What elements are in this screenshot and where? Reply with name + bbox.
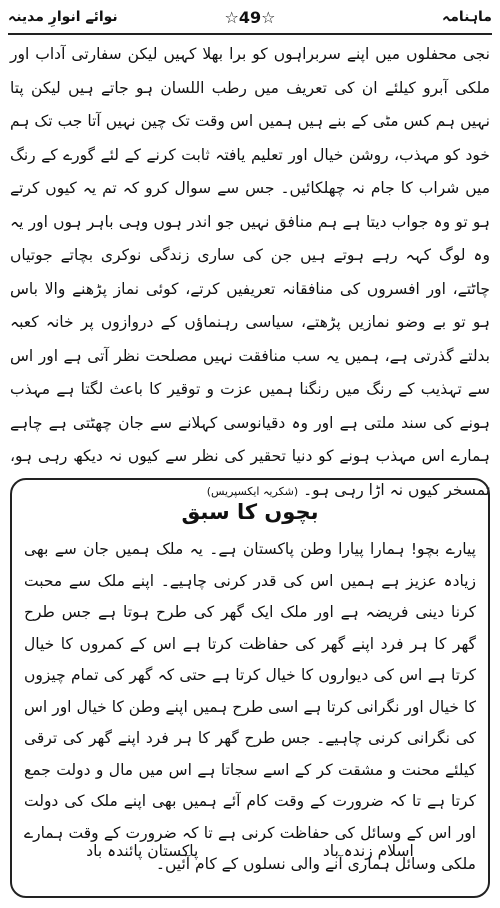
page-number: ☆49☆ (224, 7, 276, 27)
lesson-body: پیارے بچو! ہمارا پیارا وطن پاکستان ہے۔ یہ ملک ہمیں جان سے بھی زیادہ عزیز ہے ہمیں اس کی قدر کرنی چاہیے۔ اپنے ملک سے محبت کرنا دینی فریضہ ہے اور ملک ایک گھر کی طرح ہوتا ہے جس طرح گھر کا ہر فرد اپنے گھر کی حفاظت کرتا ہے اس کے کمروں کا خیال کرتا ہے اس کی دیواروں کا خیال کرتا ہے حتی کہ گھر کی تمام چیزوں کا خیال اور نگرانی کرتا ہے اسی طرح ہمیں اپنے وطن کا خیال اور اس کی نگرانی کرنی چاہیے۔ جس طرح گھر کا ہر فرد اپنے گھر کی ترقی کیلئے محنت و مشقت کر کے اسے سجاتا ہے اس میں مال و دولت جمع کرتا ہے تا کہ ضرورت کے وقت کام آئے ہمیں بھی اپنے ملک کی دولت اور اس کے وسائل کی حفاظت کرنی ہے تا کہ ضرورت کے وقت ہمارے ملکی وسائل ہماری آنے والی نسلوں کے کام آئیں۔ (24, 540, 476, 873)
article-body (10, 38, 490, 499)
page-header (8, 2, 492, 32)
slogan-islam: اسلام زندہ باد (322, 842, 414, 860)
lesson-box (10, 478, 490, 898)
magazine-name: نوائے انوارِ مدینہ (8, 9, 118, 25)
article-credit: (شکریہ ایکسپریس) (206, 484, 299, 498)
header-divider (8, 33, 492, 35)
lesson-title: بچوں کا سبق (181, 500, 319, 524)
article-text: نجی محفلوں میں اپنے سربراہوں کو برا بھلا کہیں لیکن سفارتی آداب اور ملکی آبرو کیلئے ان کی تعریف میں رطب اللسان ہو جاتے ہیں لیکن پتا نہیں ہم کس مٹی کے بنے ہیں ہمیں اس وقت تک چین نہیں آتا جب تک ہم خود کو مہذب، روشن خیال اور تعلیم یافتہ ثابت کرنے کے لئے گورے کے رنگ میں شراب کا جام نہ چھلکائیں۔ جس سے سوال کرو کہ تم یہ کیوں کرتے ہو تو وہ جواب دیتا ہے ہم منافق نہیں جو اندر ہوں وہی باہر ہوں اور یہ وہ لوگ کہہ رہے ہوتے ہیں جن کی ساری زندگی نوکری بچاتے جوتیاں چاٹتے، اور افسروں کی منافقانہ تعریفیں کرتے، کوئی نماز پڑھنے والا باس ہو تو بے وضو نمازیں پڑھتے، سیاسی رہنماؤں کے دروازوں پر خانہ کعبہ بدلتے گذرتی ہے، ہمیں یہ سب منافقت نہیں مصلحت نظر آتی ہے اور اس سے تہذیب کے رنگ میں رنگنا ہمیں عزت و توقیر کا باعث لگتا ہے مہذب ہونے کی سند ملتی ہے اور وہ دقیانوسی کہلانے سے جان چھٹتی ہے چاہے ہمارے اس مہذب ہونے کو دنیا تحقیر کی نظر سے کیوں نہ دیکھ رہی ہو، تمسخر کیوں نہ اڑا رہی ہو۔ (10, 45, 490, 499)
magazine-type: ماہنامہ (442, 9, 492, 25)
slogan-pakistan: پاکستان پائندہ باد (86, 842, 199, 860)
